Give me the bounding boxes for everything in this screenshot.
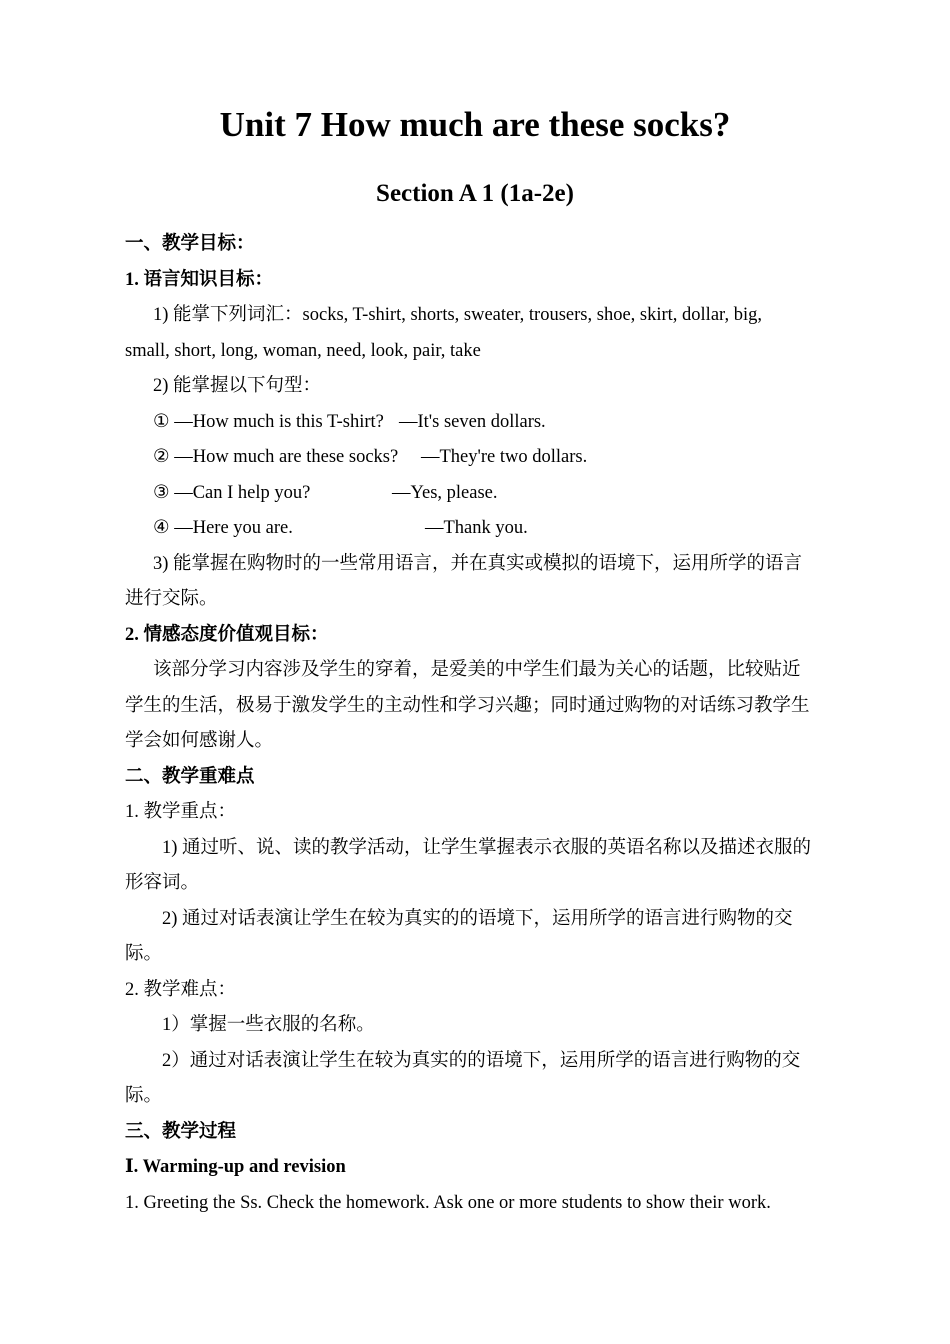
difficult-point-2-line-2: 际。 — [125, 1086, 163, 1106]
pattern-item-2 — [125, 440, 825, 476]
sentence-patterns-intro: 2) 能掌握以下句型： — [153, 376, 322, 396]
pattern-question: ③ —Can I help you? — [153, 482, 311, 503]
emotion-para-line-2: 学生的生活，极易于激发学生的主动性和学习兴趣；同时通过购物的对话练习教学生 — [125, 695, 810, 716]
heading-warming-up: Ⅰ. Warming-up and revision — [125, 1157, 346, 1177]
heading-language-objectives: 1. 语言知识目标： — [125, 269, 274, 290]
pattern-answer: —It's seven dollars. — [399, 411, 546, 432]
difficult-point-1: 1）掌握一些衣服的名称。 — [162, 1015, 375, 1035]
vocab-line-2: small, short, long, woman, need, look, pair, take — [125, 340, 481, 361]
pattern-question: ② —How much are these socks? — [153, 447, 399, 467]
heading-emotion-objectives: 2. 情感态度价值观目标： — [125, 624, 329, 645]
pattern-item-4 — [125, 511, 825, 547]
document-title: Unit 7 How much are these socks? — [219, 105, 731, 144]
key-point-1-line-1: 1) 通过听、说、读的教学活动，让学生掌握表示衣服的英语名称以及描述衣服的 — [162, 837, 812, 858]
heading-key-points: 1. 教学重点： — [125, 802, 237, 822]
difficult-point-2-line-1: 2）通过对话表演让学生在较为真实的的语境下，运用所学的语言进行购物的交 — [162, 1050, 801, 1071]
pattern-answer: —Thank you. — [425, 518, 528, 538]
pattern-answer: —Yes, please. — [392, 482, 498, 503]
document-body — [125, 227, 825, 1221]
heading-key-difficult-points: 二、教学重难点 — [125, 766, 255, 787]
key-point-1-line-2: 形容词。 — [125, 873, 200, 893]
vocab-line-1: 1) 能掌下列词汇：socks, T-shirt, shorts, sweater, trousers, shoe, skirt, dollar, big, — [153, 305, 762, 325]
pattern-item-3 — [125, 476, 825, 512]
key-point-2-line-1: 2) 通过对话表演让学生在较为真实的的语境下，运用所学的语言进行购物的交 — [162, 908, 793, 929]
warming-up-step-1: 1. Greeting the Ss. Check the homework. Ask one or more students to show their work. — [125, 1192, 771, 1213]
emotion-para-line-1: 该部分学习内容涉及学生的穿着，是爱美的中学生们最为关心的话题，比较贴近 — [153, 660, 801, 680]
communication-line-1: 3) 能掌握在购物时的一些常用语言，并在真实或模拟的语境下，运用所学的语言 — [153, 553, 803, 574]
heading-difficult-points: 2. 教学难点： — [125, 979, 237, 1000]
emotion-para-line-3: 学会如何感谢人。 — [125, 731, 274, 751]
pattern-question: ④ —Here you are. — [153, 518, 293, 538]
communication-line-2: 进行交际。 — [125, 589, 218, 609]
heading-teaching-process: 三、教学过程 — [125, 1121, 237, 1142]
pattern-answer: —They're two dollars. — [421, 447, 588, 467]
pattern-question: ① —How much is this T-shirt? — [153, 411, 384, 432]
section-subtitle: Section A 1 (1a-2e) — [376, 180, 574, 207]
pattern-item-1 — [125, 405, 825, 441]
heading-teaching-objectives: 一、教学目标： — [125, 234, 255, 254]
key-point-2-line-2: 际。 — [125, 944, 163, 964]
